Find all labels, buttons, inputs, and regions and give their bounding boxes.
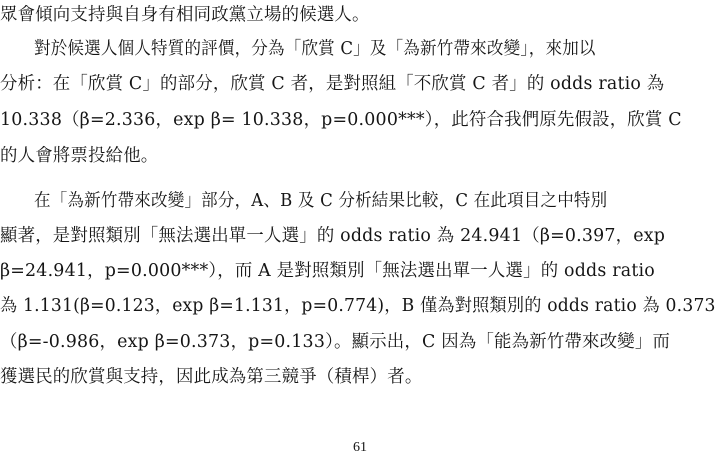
- text-line-7: 顯著，是對照類別「無法選出單一人選」的 odds ratio 為 24.941（β=0.397，exp: [0, 226, 666, 246]
- text-line-1: 眾會傾向支持與自身有相同政黨立場的候選人。: [0, 5, 370, 25]
- text-line-9: 為 1.131(β=0.123，exp β=1.131，p=0.774)，B 僅為對照類別的 odds ratio 為 0.373: [0, 296, 716, 316]
- text-line-2: 對於候選人個人特質的評價，分為「欣賞 C」及「為新竹帶來改變」，來加以: [33, 39, 596, 59]
- text-line-10: （β=-0.986，exp β=0.373，p=0.133）。顯示出，C 因為「能為新竹帶來改變」而: [0, 332, 671, 352]
- page-number: 61: [353, 440, 367, 455]
- text-line-8: β=24.941，p=0.000***），而 A 是對照類別「無法選出單一人選」的 odds ratio: [0, 261, 655, 281]
- text-line-6: 在「為新竹帶來改變」部分，A、B 及 C 分析結果比較，C 在此項目之中特別: [33, 191, 608, 211]
- text-line-5: 的人會將票投給他。: [0, 146, 159, 166]
- text-line-3: 分析：在「欣賞 C」的部分，欣賞 C 者，是對照組「不欣賞 C 者」的 odds ratio 為: [0, 74, 665, 94]
- text-line-4: 10.338（β=2.336，exp β= 10.338，p=0.000***），此符合我們原先假設，欣賞 C: [0, 110, 682, 130]
- text-line-11: 獲選民的欣賞與支持，因此成為第三競爭（積桿）者。: [0, 367, 423, 387]
